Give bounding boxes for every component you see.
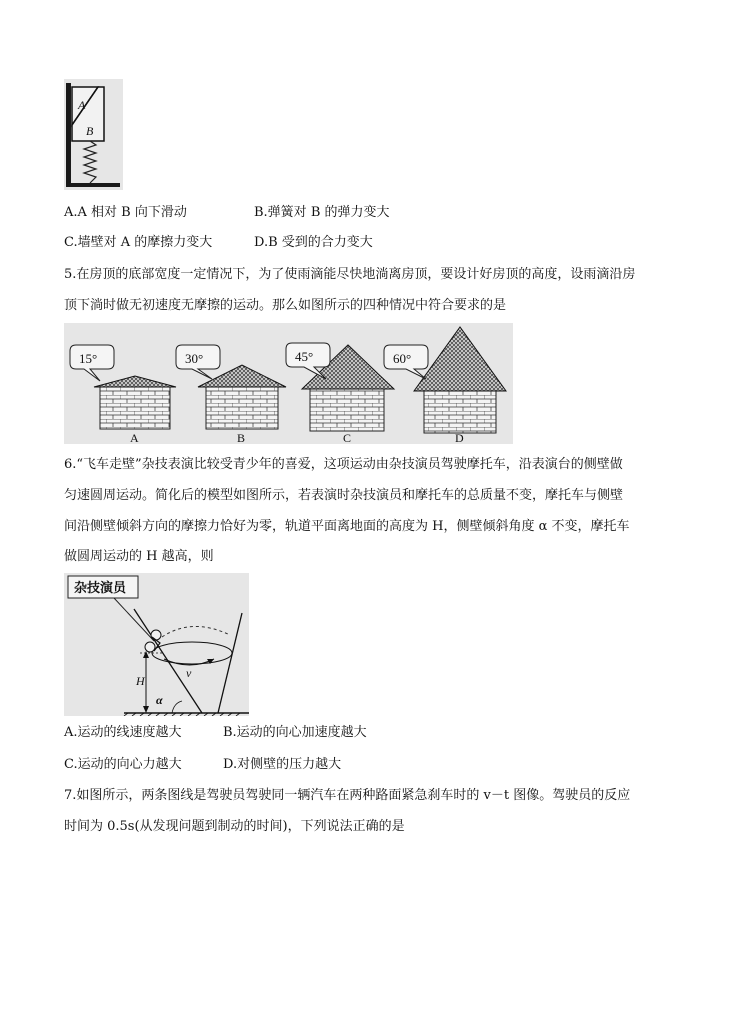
q6-stem-line4: 做圆周运动的 H 越高，则 [64, 549, 214, 564]
floor [66, 183, 120, 187]
q7-stem-line1: 7.如图所示，两条图线是驾驶员驾驶同一辆汽车在两种路面紧急刹车时的 v－t 图像。驾驶员的反应 [64, 788, 631, 803]
q4-option-b: B.弹簧对 B 的弹力变大 [254, 205, 390, 220]
q6-option-d: D.对侧壁的压力越大 [223, 757, 342, 772]
q4-option-c: C.墙壁对 A 的摩擦力变大 [64, 235, 213, 250]
q7-stem-line2: 时间为 0.5s(从发现问题到制动的时间)，下列说法正确的是 [64, 819, 405, 834]
callout-label: 杂技演员 [74, 580, 127, 595]
house-a-angle: 15° [79, 351, 98, 366]
flying-car-wall-figure [64, 573, 249, 716]
q4-option-d: D.B 受到的合力变大 [254, 235, 373, 250]
house-b-label: B [237, 431, 246, 444]
q6-stem-line2: 匀速圆周运动。简化后的模型如图所示，若表演时杂技演员和摩托车的总质量不变，摩托车与侧壁 [64, 488, 624, 503]
q6-stem-line3: 间沿侧壁倾斜方向的摩擦力恰好为零，轨道平面离地面的高度为 H，侧壁倾斜角度 α 不变，摩托车 [64, 519, 630, 534]
house-d-label: D [455, 431, 464, 444]
q6-stem-line1: 6.“飞车走壁”杂技表演比较受青少年的喜爱，这项运动由杂技演员驾驶摩托车，沿表演台的侧壁做 [64, 457, 623, 472]
q6-option-a: A.运动的线速度越大 [64, 725, 182, 740]
block-a-label: A [78, 98, 86, 112]
velocity-label: v [186, 666, 192, 680]
height-label: H [136, 674, 145, 688]
q5-stem-line2: 顶下淌时做无初速度无摩擦的运动。那么如图所示的四种情况中符合要求的是 [64, 298, 507, 313]
house-a-label: A [130, 431, 139, 444]
wall-block-spring-figure [64, 79, 123, 190]
roof-houses-figure [64, 323, 513, 444]
alpha-label: α [156, 693, 163, 707]
house-c-label: C [343, 431, 352, 444]
q4-option-a: A.A 相对 B 向下滑动 [64, 205, 187, 220]
q6-option-b: B.运动的向心加速度越大 [223, 725, 367, 740]
q5-stem-line1: 5.在房顶的底部宽度一定情况下，为了使雨滴能尽快地淌离房顶，要设计好房顶的高度，设雨滴沿房 [64, 267, 636, 282]
q6-option-c: C.运动的向心力越大 [64, 757, 182, 772]
house-b-angle: 30° [185, 351, 204, 366]
house-d-angle: 60° [393, 351, 412, 366]
house-c-angle: 45° [295, 349, 314, 364]
wall [66, 83, 71, 187]
block-b-label: B [86, 124, 94, 138]
